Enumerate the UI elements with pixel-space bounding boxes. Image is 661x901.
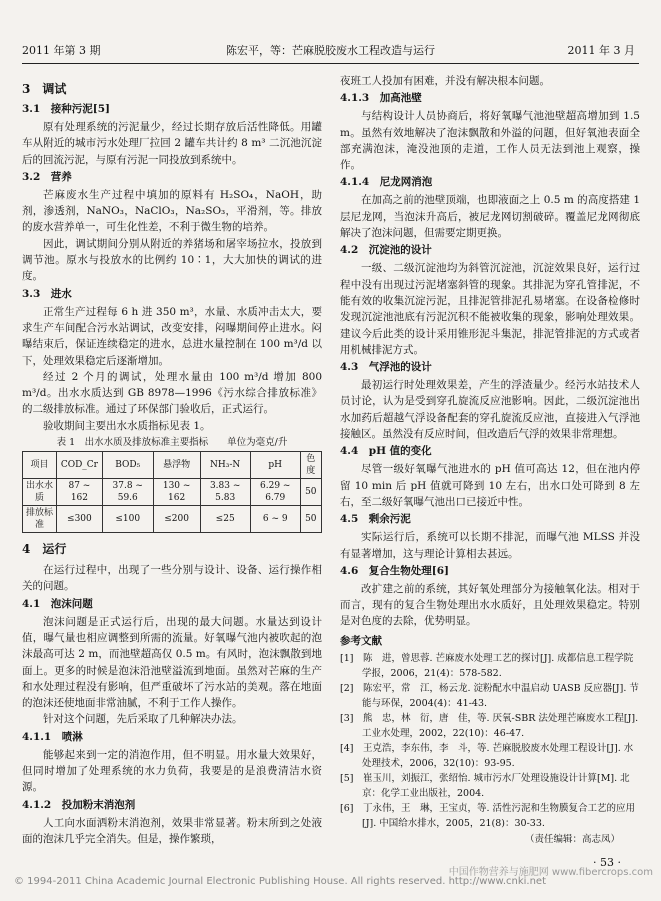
table-header-cell: 悬浮物 — [153, 452, 200, 479]
reference-item: [6] 丁永伟，王 琳，王宝贞，等. 活性污泥和生物膜复合工艺的应用[J]. 中国给水排水，2005，21(8)：30-33. — [340, 802, 635, 829]
reference-item: [5] 崔玉川，刘振江，张绍怡. 城市污水厂处理设施设计计算[M]. 北京：化学工业出版社，2004. — [340, 772, 630, 799]
reference-item: [2] 陈宏平，常 江，杨云龙. 淀粉配水中温启动 UASB 反应器[J]. 节能与环保，2004(4)：41-43. — [340, 682, 639, 709]
section-4-3-title: 4.3 气浮池的设计 — [340, 361, 432, 374]
page-number: · 53 · — [593, 856, 621, 869]
table-header-cell: BOD₅ — [102, 452, 153, 479]
watermark: 中国作物营养与施肥网 www.fibercrops.com — [448, 867, 653, 878]
paragraph: 验收期间主要出水水质指标见表 1。 — [43, 419, 211, 432]
paragraph: 在加高之前的池壁顶端，也即液面之上 0.5 m 的高度搭建 1 层尼龙网，当泡沫升高后，被尼龙网切割破碎。覆盖尼龙网彻底解决了泡沫问题，但需要定期更换。 — [340, 194, 640, 240]
section-4-6-title: 4.6 复合生物处理[6] — [340, 564, 450, 577]
water-quality-table — [22, 451, 322, 533]
section-3-1-title: 3.1 接种污泥[5] — [22, 103, 111, 115]
table-cell: 130 ~ 162 — [153, 479, 200, 506]
paragraph: 改扩建之前的系统，其好氧处理部分为接触氧化法。相对于而言，现有的复合生物处理出水水质好，且处理效果稳定。特别是对色度的去除，优势明显。 — [340, 582, 640, 628]
section-4-2-title: 4.2 沉淀池的设计 — [340, 244, 432, 257]
references-title: 参考文献 — [340, 634, 382, 647]
section-3-3-title: 3.3 进水 — [22, 287, 72, 300]
section-4-4-title: 4.4 pH 值的变化 — [340, 445, 432, 458]
section-4-1-3-title: 4.1.3 加高池壁 — [340, 92, 422, 105]
paragraph: 在运行过程中，出现了一些分别与设计、设备、运行操作相关的问题。 — [22, 564, 322, 593]
table-header-cell: pH — [250, 452, 300, 479]
header-divider — [22, 63, 639, 64]
paragraph: 泡沫问题是正式运行后，出现的最大问题。水量达到设计值，曝气量也相应调整到所需的流量。好氧曝气池内被吹起的泡沫最高可达 2 m，而池壁超高仅 0.5 m。有风时，泡沫飘散到地面上。更多的时候是泡沫沿池壁溢流到地面。虽然对芒麻的生产和水处理过程没有影响，但严重破坏了污水站的美观。落在地面的泡沫还使地面非常油腻，不利于工作人操作。 — [22, 615, 322, 710]
table-caption: 表 1 出水水质及排放标准主要指标 单位为毫克/升 — [56, 437, 288, 449]
table-cell: 6 ~ 9 — [250, 506, 300, 533]
paragraph: 人工向水面洒粉末消泡剂，效果非常显著。粉末所到之处液面的泡沫几乎完全消失。但是，操作繁琐， — [22, 816, 322, 845]
paragraph: 因此，调试期间分别从附近的养猪场和屠宰场拉水，投放到调节池。原水与投放水的比例约 10∶1，大大加快的调试的进度。 — [22, 237, 322, 283]
paragraph: 针对这个问题，先后采取了几种解决办法。 — [43, 713, 243, 726]
table-cell: 50 — [300, 506, 321, 533]
section-4-title: 4 运行 — [22, 542, 67, 557]
paragraph: 一级、二级沉淀池均为斜管沉淀池，沉淀效果良好，运行过程中没有出现过污泥堵塞斜管的现象。其排泥为穿孔管排泥，不能有效的收集沉淀污泥，且排泥管排泥孔易堵塞。在设备检修时发现沉淀池池底有污泥沉积不能被收集的现象，影响处理效果。建议今后此类的设计采用锥形泥斗集泥，排泥管排泥的方式或者用机械排泥方式。 — [340, 262, 640, 356]
reference-item: [3] 熊 忠，林 衍，唐 佳，等. 厌氧-SBR 法处理芒麻废水工程[J]. 工业水处理，2002，22(10)：46-47. — [340, 712, 639, 739]
table-cell: 87 ~ 162 — [57, 479, 103, 506]
paragraph-continued: 夜班工人投加有困难，并没有解决根本问题。 — [340, 75, 550, 87]
paragraph: 实际运行后，系统可以长期不排泥，而曝气池 MLSS 并没有显著增加，这与理论计算相去甚远。 — [340, 531, 640, 560]
paragraph: 最初运行时处理效果差，产生的浮渣量少。经污水站技术人员讨论，认为是受到穿孔旋流反应池影响。因此，二级沉淀池出水加药后超越气浮设备配套的穿孔旋流反应池，直接进入气浮池接触区。虽然没有反应时间，但改造后气浮的效果非常理想。 — [340, 379, 640, 441]
right-column — [340, 73, 640, 847]
table-cell: 出水水质 — [23, 479, 57, 506]
table-header-cell: 色度 — [300, 452, 321, 479]
table-cell: 6.29 ~ 6.79 — [250, 479, 300, 506]
table-row — [23, 506, 322, 533]
table-header-row — [23, 452, 322, 479]
paragraph: 尽管一级好氧曝气池进水的 pH 值可高达 12，但在池内停留 10 min 后 pH 值就可降到 10 左右，出水口处可降到 8 左右，至二级好氧曝气池出口已接近中性。 — [340, 463, 640, 508]
table-cell: ≤100 — [102, 506, 153, 533]
paragraph: 芒麻废水生产过程中填加的原料有 H₂SO₄，NaOH，助剂，渗透剂，NaNO₃，NaClO₃，Na₂SO₃，平滑剂，等。排放的废水营养单一，可生化性差，不利于微生物的培养。 — [22, 188, 322, 234]
table-cell: 3.83 ~ 5.83 — [200, 479, 250, 506]
table-header-cell: NH₃-N — [200, 452, 250, 479]
table-header-cell: COD_Cr — [57, 452, 103, 479]
running-title: 陈宏平，等：芒麻脱胶废水工程改造与运行 — [226, 44, 435, 57]
paragraph: 原有处理系统的污泥量少，经过长期存放后活性降低。用罐车从附近的城市污水处理厂拉回 2 罐车共计约 8 m³ 二沉池沉淀后的回流污泥，与原有污泥一同投放到系统中。 — [22, 121, 322, 166]
section-4-1-4-title: 4.1.4 尼龙网消泡 — [340, 176, 433, 189]
issue-label: 2011 年第 3 期 — [22, 44, 101, 57]
section-4-5-title: 4.5 剩余污泥 — [340, 513, 411, 526]
issue-date: 2011 年 3 月 — [567, 44, 635, 57]
section-3-title: 3 调试 — [22, 82, 67, 96]
table-cell: 37.8 ~ 59.6 — [102, 479, 153, 506]
section-4-1-1-title: 4.1.1 喷淋 — [22, 730, 83, 743]
table-cell: 排放标准 — [23, 506, 57, 533]
table-header-cell: 项目 — [23, 452, 57, 479]
table-cell: ≤300 — [57, 506, 103, 533]
paragraph: 与结构设计人员协商后，将好氧曝气池池壁超高增加到 1.5 m。虽然有效地解决了泡沫飘散和外溢的问题，但好氧池表面全部充满泡沫，淹没池顶的走道，工作人员无法到池上观察，操作。 — [340, 110, 640, 172]
paragraph: 经过 2 个月的调试，处理水量由 100 m³/d 增加 800 m³/d。出水水质达到 GB 8978—1996《污水综合排放标准》的二级排放标准。通过了环保部门验收后，正式运行。 — [22, 370, 322, 416]
copyright-footer: © 1994-2011 China Academic Journal Electronic Publishing House. All rights reserved. http://www.cnki.net — [14, 876, 546, 887]
section-4-1-2-title: 4.1.2 投加粉末消泡剂 — [22, 798, 136, 811]
table-row — [23, 479, 322, 506]
left-column — [22, 73, 322, 847]
reference-item: [4] 王克浩，李东伟，李 斗，等. 芒麻脱胶废水处理工程设计[J]. 水处理技术，2006，32(10)：93-95. — [340, 742, 634, 769]
section-3-2-title: 3.2 营养 — [22, 170, 72, 183]
table-cell: ≤200 — [153, 506, 200, 533]
paragraph: 正常生产过程每 6 h 进 350 m³，水量、水质冲击太大，要求生产车间配合污水站调试，改变安排，闷曝期间停止进水。闷曝结束后，保证连续稳定的进水，总进水量控制在 100 m³/d 以下，处理效果稳定后逐渐增加。 — [22, 305, 322, 367]
reference-item: [1] 陈 进，曾思蓉. 芒麻废水处理工艺的探讨[J]. 成都信息工程学院学报，2006，21(4)：578-582. — [340, 652, 634, 679]
table-cell: ≤25 — [200, 506, 250, 533]
table-cell: 50 — [300, 479, 321, 506]
section-4-1-title: 4.1 泡沫问题 — [22, 597, 93, 610]
paragraph: 能够起来到一定的消泡作用，但不明显。用水量大效果好，但同时增加了处理系统的水力负荷，我要是的是浪费清洁水资源。 — [22, 748, 322, 794]
responsible-editor: （责任编辑：高志凤） — [524, 833, 620, 845]
